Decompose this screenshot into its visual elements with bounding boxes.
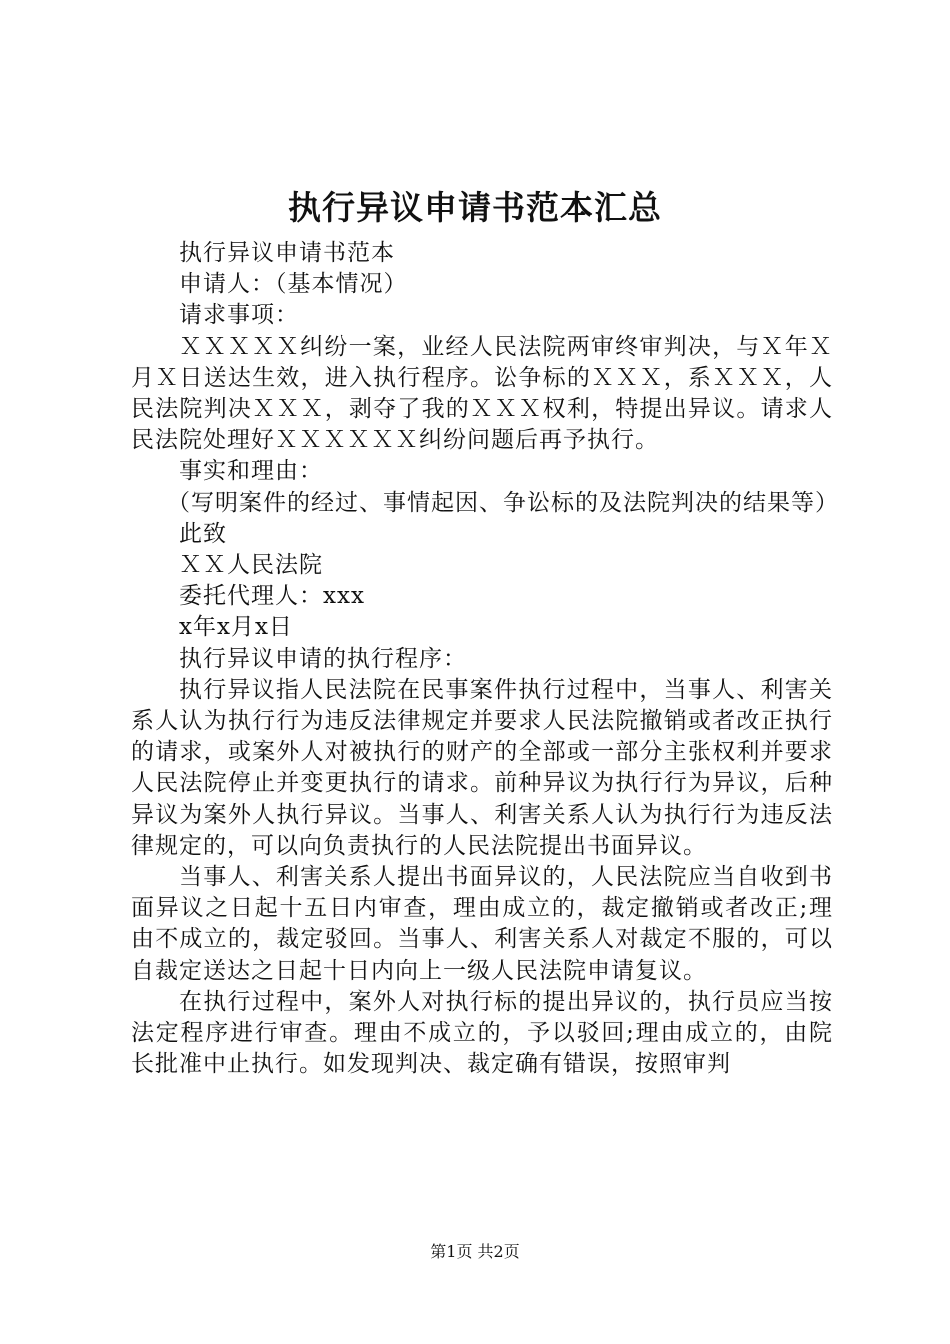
paragraph-applicant: 申请人：（基本情况） bbox=[179, 271, 408, 298]
document-title: 执行异议申请书范本汇总 bbox=[288, 188, 662, 227]
paragraph-facts-label: 事实和理由： bbox=[179, 458, 323, 485]
paragraph-agent: 委托代理人：xxx bbox=[179, 583, 365, 610]
paragraph-salutation: 此致 bbox=[179, 520, 227, 547]
paragraph-court: ＸＸ人民法院 bbox=[179, 552, 323, 579]
paragraph-request-label: 请求事项： bbox=[179, 302, 299, 329]
paragraph-date: x年x月x日 bbox=[179, 614, 293, 641]
paragraph-procedure-3: 在执行过程中，案外人对执行标的提出异议的，执行员应当按法定程序进行审查。理由不成立的，予以驳回;理由成立的，由院长批准中止执行。如发现判决、裁定确有错误，按照审判 bbox=[131, 988, 833, 1078]
page-number: 第1页 共2页 bbox=[430, 1242, 520, 1261]
paragraph-procedure-1: 执行异议指人民法院在民事案件执行过程中，当事人、利害关系人认为执行行为违反法律规定并要求人民法院撤销或者改正执行的请求，或案外人对被执行的财产的全部或一部分主张权利并要求人民法院停止并变更执行的请求。前种异议为执行行为异议，后种异议为案外人执行异议。当事人、利害关系人认为执行行为违反法律规定的，可以向负责执行的人民法院提出书面异议。 bbox=[131, 676, 833, 859]
paragraph-procedure-2: 当事人、利害关系人提出书面异议的，人民法院应当自收到书面异议之日起十五日内审查，理由成立的，裁定撤销或者改正;理由不成立的，裁定驳回。当事人、利害关系人对裁定不服的，可以自裁定送达之日起十日内向上一级人民法院申请复议。 bbox=[131, 864, 833, 984]
paragraph-facts: （写明案件的经过、事情起因、争讼标的及法院判决的结果等） bbox=[167, 489, 839, 516]
document-body bbox=[131, 238, 839, 1080]
paragraph-procedure-label: 执行异议申请的执行程序： bbox=[179, 645, 467, 672]
paragraph-request: ＸＸＸＸＸ纠纷一案，业经人民法院两审终审判决，与Ｘ年Ｘ月Ｘ日送达生效，进入执行程序。讼争标的ＸＸＸ，系ＸＸＸ，人民法院判决ＸＸＸ，剥夺了我的ＸＸＸ权利，特提出异议。请求人民法院处理好ＸＸＸＸＸＸ纠纷问题后再予执行。 bbox=[131, 333, 834, 454]
paragraph-heading: 执行异议申请书范本 bbox=[179, 240, 395, 266]
